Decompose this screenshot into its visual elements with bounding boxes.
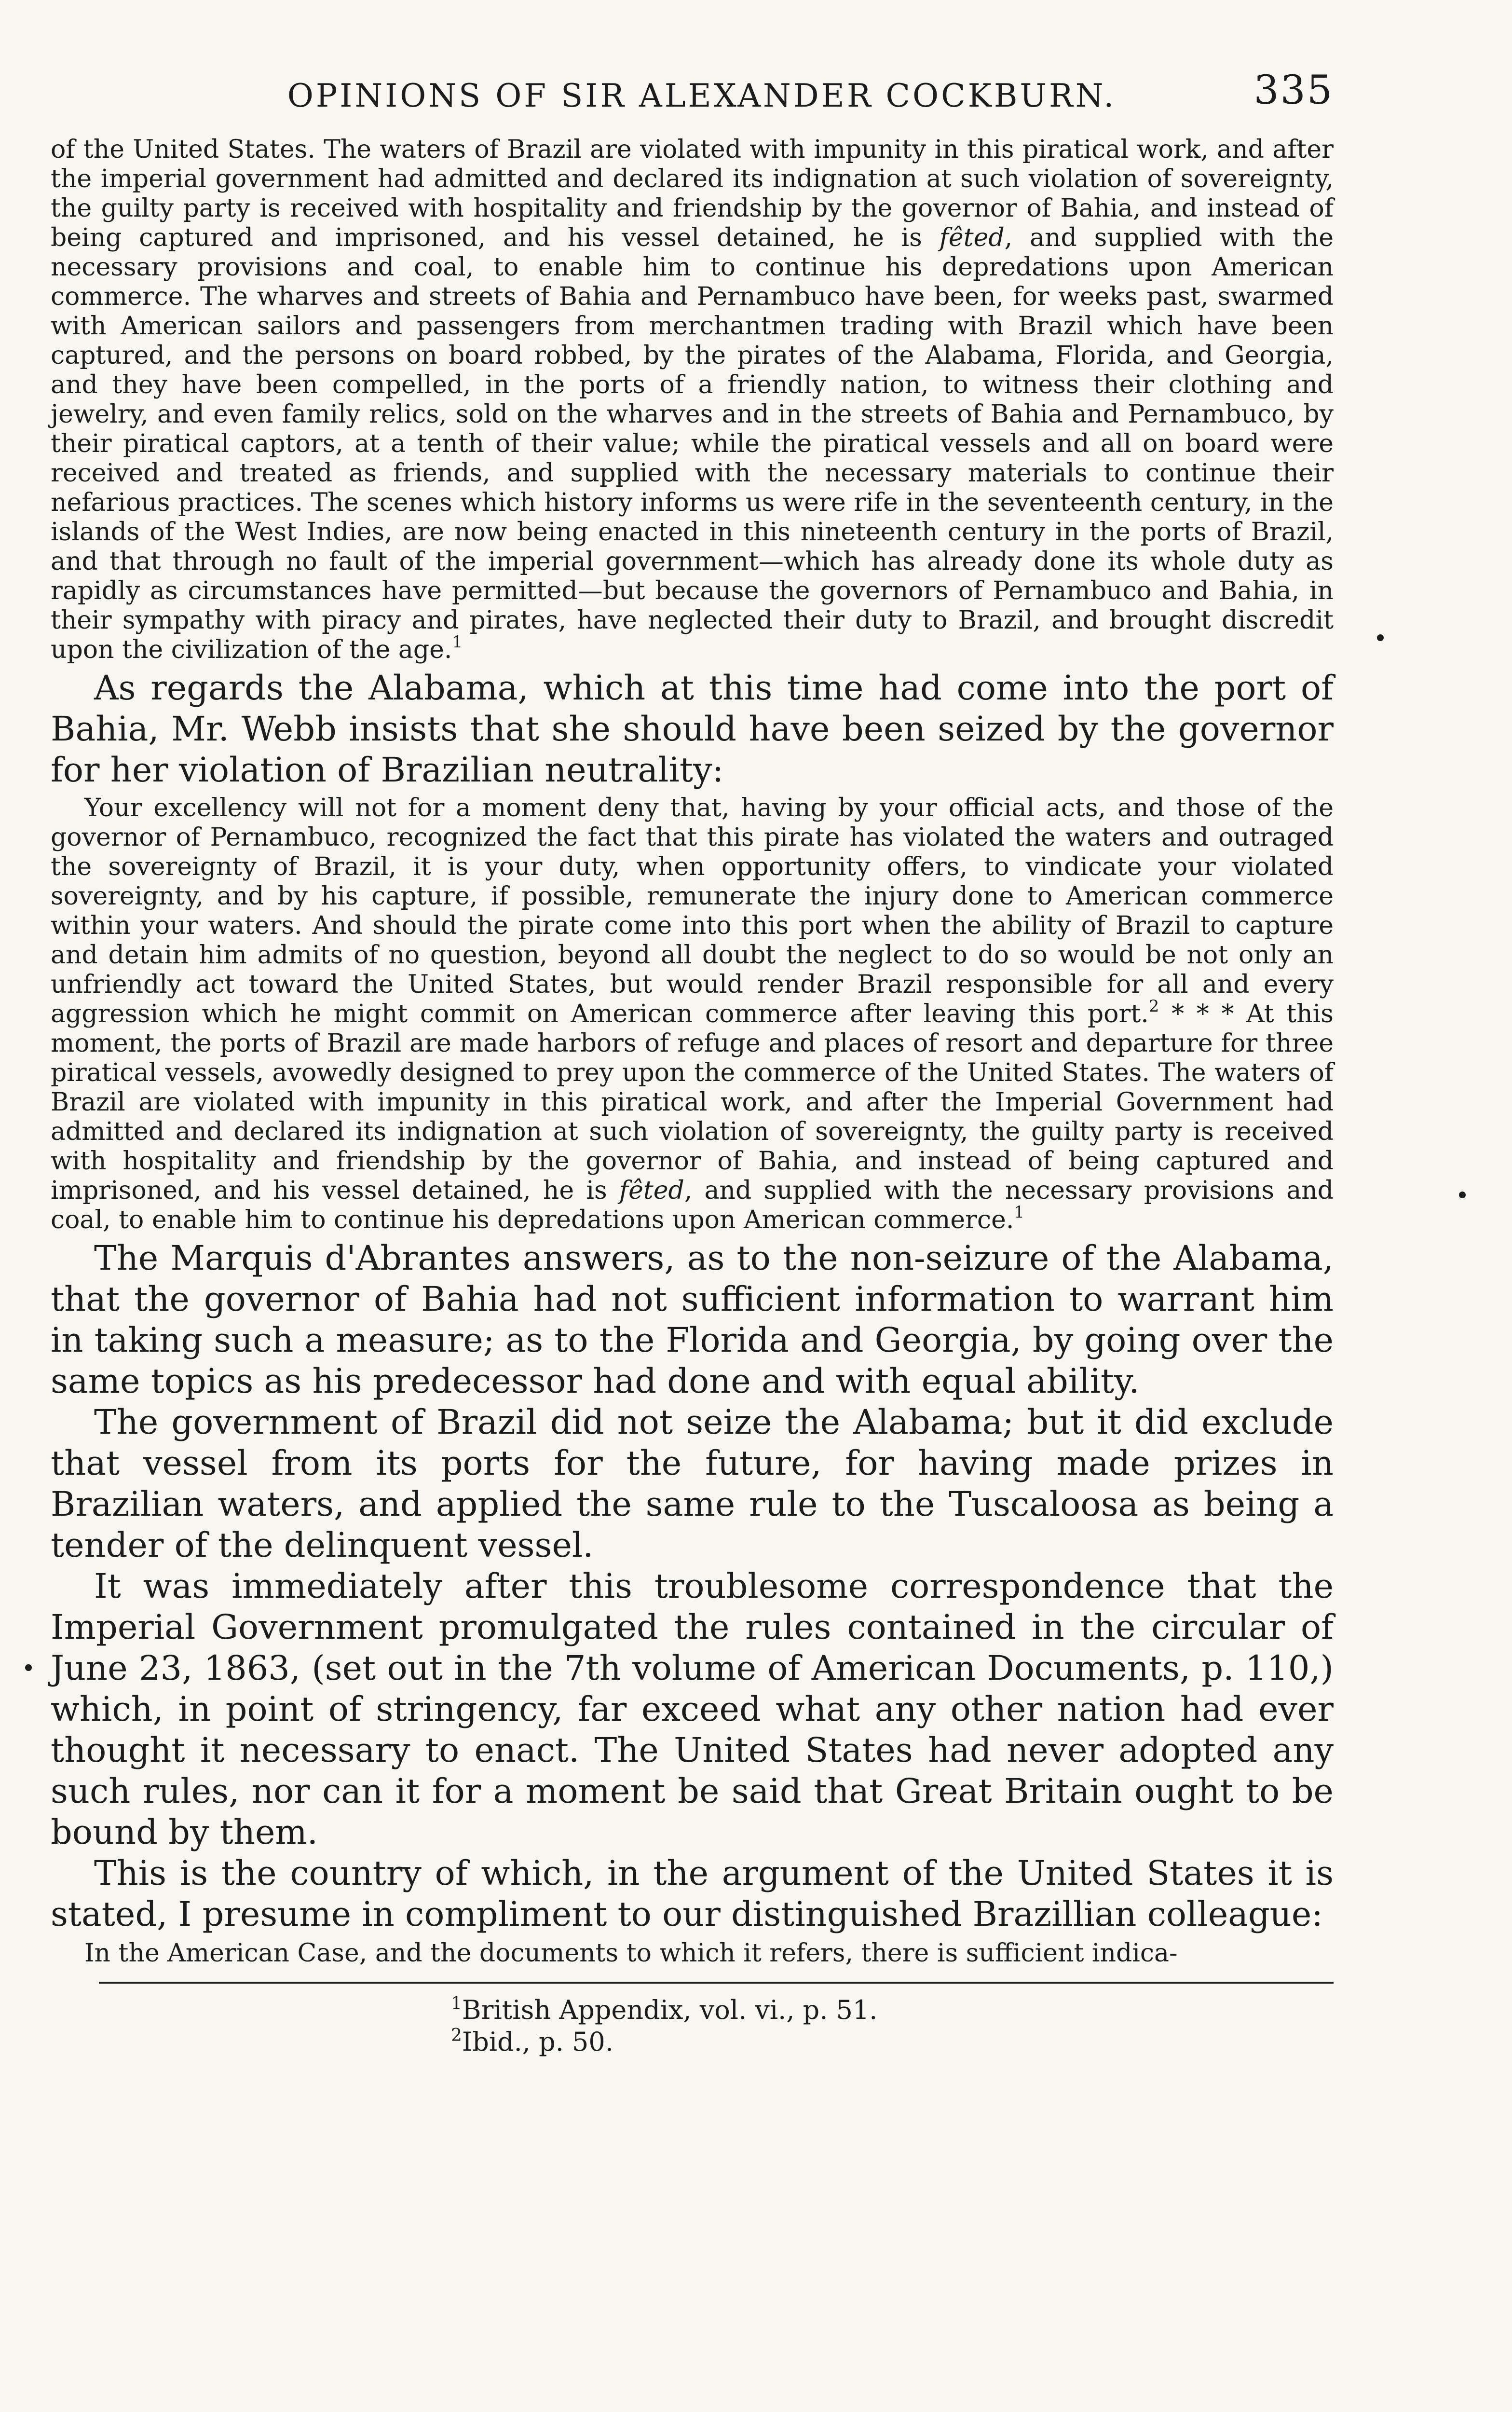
footnote bbox=[451, 2026, 1334, 2058]
footnote-ref: 2 bbox=[1148, 997, 1159, 1016]
footnotes bbox=[51, 1994, 1334, 2058]
text-run: * * * At this moment, the ports of Brazil are made harbors of refuge and places of resort and departure for three piratical vessels, avowedly designed to prey upon the commerce of the United States. The waters of Brazil are violated with impunity in this piratical work, and after the Imperial Government had admitted and declared its indignation at such violation of sovereignty, the guilty party is received with hospitality and friendship by the governor of Bahia, and instead of being captured and imprisoned, and his vessel detained, he is bbox=[51, 1000, 1334, 1205]
text-run: , and supplied with the necessary provisions and coal, to enable him to continue his depredations upon American commerce. bbox=[51, 1176, 1334, 1234]
paragraph-rules: It was immediately after this troublesome correspondence that the Imperial Government promulgated the rules contained in the circular of June 23, 1863, (set out in the 7th volume of American Documents, p. 110,) which, in point of stringency, far exceed what any other nation had ever thought it necessary to enact. The United States had never adopted any such rules, nor can it for a moment be said that Great Britain ought to be bound by them. bbox=[51, 1566, 1334, 1852]
footnote-text: British Appendix, vol. vi., p. 51. bbox=[462, 1995, 878, 2025]
paragraph-country: This is the country of which, in the argument of the United States it is stated, I presume in compliment to our distinguished Brazillian colleague: bbox=[51, 1853, 1334, 1934]
paragraph-alabama: As regards the Alabama, which at this time had come into the port of Bahia, Mr. Webb insists that she should have been seized by the governor for her violation of Brazilian neutrality: bbox=[51, 668, 1334, 790]
text-run: of the United States. The waters of Brazil are violated with impunity in this piratical work, and after the imperial government had admitted and declared its indignation at such violation of sovereignty, the guilty party is received with hospitality and friendship by the governor of Bahia, and instead of being captured and imprisoned, and his vessel detained, he is bbox=[51, 135, 1334, 252]
footnote-text: Ibid., p. 50. bbox=[462, 2027, 613, 2057]
running-head: OPINIONS OF SIR ALEXANDER COCKBURN. bbox=[287, 77, 1117, 114]
block-quote bbox=[51, 794, 1334, 1235]
paragraph-government: The government of Brazil did not seize the Alabama; but it did exclude that vessel from its ports for the future, for having made prizes in Brazilian waters, and applied the same rule to the Tuscaloosa as being a tender of the delinquent vessel. bbox=[51, 1402, 1334, 1565]
paragraph-quote-continuation bbox=[51, 135, 1334, 665]
footnote-number: 2 bbox=[451, 2026, 462, 2045]
text-run: , and supplied with the necessary provisions and coal, to enable him to continue his depredations upon American commerce. The wharves and streets of Bahia and Pernambuco have been, for weeks past, swarmed with American sailors and passengers from merchantmen trading with Brazil which have been captured, and the persons on board robbed, by the pirates of the Alabama, Florida, and Georgia, and they have been compelled, in the ports of a friendly nation, to witness their clothing and jewelry, and even family relics, sold on the wharves and in the streets of Bahia and Pernambuco, by their piratical captors, at a tenth of their value; while the piratical vessels and all on board were received and treated as friends, and supplied with the necessary materials to continue their nefarious practices. The scenes which history informs us were rife in the seventeenth century, in the islands of the West Indies, are now being enacted in this nineteenth century in the ports of Brazil, and that through no fault of the imperial government—which has already done its whole duty as rapidly as circumstances have permitted—but because the governors of Pernambuco and Bahia, in their sympathy with piracy and pirates, have neglected their duty to Brazil, and brought discredit upon the civilization of the age. bbox=[51, 223, 1334, 664]
footnote bbox=[451, 1994, 1334, 2026]
paragraph-marquis: The Marquis d'Abrantes answers, as to the non-seizure of the Alabama, that the governor of Bahia had not sufficient information to warrant him in taking such a measure; as to the Florida and Georgia, by going over the same topics as his predecessor had done and with equal ability. bbox=[51, 1238, 1334, 1401]
italic-text: fêted bbox=[619, 1176, 684, 1205]
footnote-ref: 1 bbox=[1014, 1203, 1025, 1222]
page bbox=[51, 68, 1334, 2058]
page-header bbox=[51, 68, 1334, 135]
page-number: 335 bbox=[1253, 68, 1334, 113]
ink-spot bbox=[25, 1664, 32, 1671]
footnote-rule bbox=[99, 1982, 1334, 1984]
text-run: Your excellency will not for a moment deny that, having by your official acts, and those of the governor of Pernambuco, recognized the fact that this pirate has violated the waters and outraged the sovereignty of Brazil, it is your duty, when opportunity offers, to vindicate your violated sovereignty, and by his capture, if possible, remunerate the injury done to American commerce within your waters. And should the pirate come into this port when the ability of Brazil to capture and detain him admits of no question, beyond all doubt the neglect to do so would be not only an unfriendly act toward the United States, but would render Brazil responsible for all and every aggression which he might commit on American commerce after leaving this port. bbox=[51, 794, 1334, 1028]
ink-spot bbox=[1459, 1192, 1466, 1198]
footnote-number: 1 bbox=[451, 1994, 462, 2014]
paragraph-american-case: In the American Case, and the documents to which it refers, there is sufficient indica- bbox=[84, 1939, 1178, 1968]
footnote-ref: 1 bbox=[452, 632, 463, 652]
ink-spot bbox=[1377, 634, 1384, 641]
italic-text: fêted bbox=[939, 223, 1005, 252]
